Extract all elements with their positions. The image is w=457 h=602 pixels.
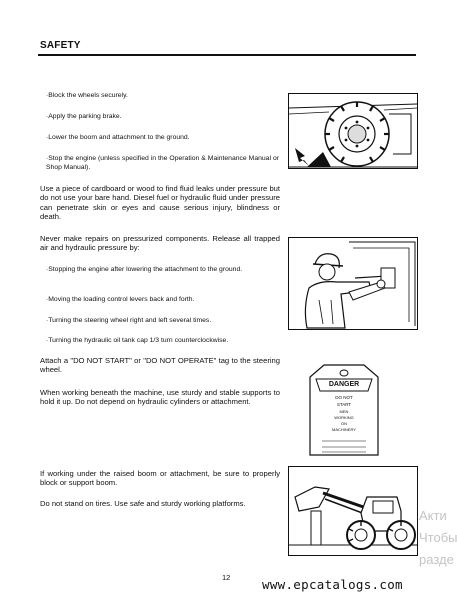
tag-line-start: START	[336, 402, 352, 407]
step-stop-engine: ·Stop the engine (unless specified in the Operation & Maintenance Manual or Shop Manual).	[46, 155, 279, 171]
step-turning-wheel: ·Turning the steering wheel right and left several times.	[46, 317, 212, 324]
overlay-text-line1: Акти	[419, 508, 447, 523]
section-title: SAFETY	[40, 40, 81, 51]
overlay-text-line2: Чтобы	[419, 530, 457, 545]
paragraph-pressurized: Never make repairs on pressurized components. Release all trapped air and hydraulic pressure by:	[40, 234, 280, 253]
step-stopping-engine: ·Stopping the engine after lowering the attachment to the ground.	[46, 266, 243, 273]
worker-checking-leak-illustration	[288, 237, 418, 330]
wheel-chock-illustration	[288, 93, 418, 169]
step-block-wheels: ·Block the wheels securely.	[46, 92, 128, 99]
step-parking-brake: ·Apply the parking brake.	[46, 113, 122, 120]
tag-line-men: MEN	[339, 409, 349, 414]
tag-line-working: WORKING	[334, 415, 354, 420]
paragraph-beneath-machine: When working beneath the machine, use sturdy and stable supports to hold it up. Do not depend on hydraulic cylinders or attachment.	[40, 388, 280, 407]
tag-line-on: ON	[341, 421, 347, 426]
danger-tag-illustration	[308, 363, 380, 457]
tag-line-machinery: MACHINERY	[332, 427, 356, 432]
paragraph-raised-boom: If working under the raised boom or attachment, be sure to properly block or support boom.	[40, 469, 280, 488]
tag-line-do-not: DO NOT	[335, 395, 353, 400]
step-oil-tank-cap: ·Turning the hydraulic oil tank cap 1/3 turn counterclockwise.	[46, 337, 229, 344]
paragraph-tires: Do not stand on tires. Use safe and sturdy working platforms.	[40, 499, 246, 508]
header-divider	[38, 54, 416, 56]
step-moving-levers: ·Moving the loading control levers back and forth.	[46, 296, 195, 303]
raised-boom-loader-illustration	[288, 466, 418, 556]
paragraph-fluid-leaks: Use a piece of cardboard or wood to find fluid leaks under pressure but do not use your bare hand. Diesel fuel or hydraulic fluid under pressure can penetrate skin or eyes and cause serious injury, blindness or death.	[40, 184, 280, 222]
step-lower-boom: ·Lower the boom and attachment to the ground.	[46, 134, 190, 141]
page-number: 12	[222, 573, 231, 582]
paragraph-tag: Attach a "DO NOT START" or "DO NOT OPERATE" tag to the steering wheel.	[40, 356, 280, 375]
overlay-text-line3: разде	[419, 552, 454, 567]
watermark-url: www.epcatalogs.com	[262, 577, 403, 592]
tag-danger-label: DANGER	[328, 381, 360, 388]
